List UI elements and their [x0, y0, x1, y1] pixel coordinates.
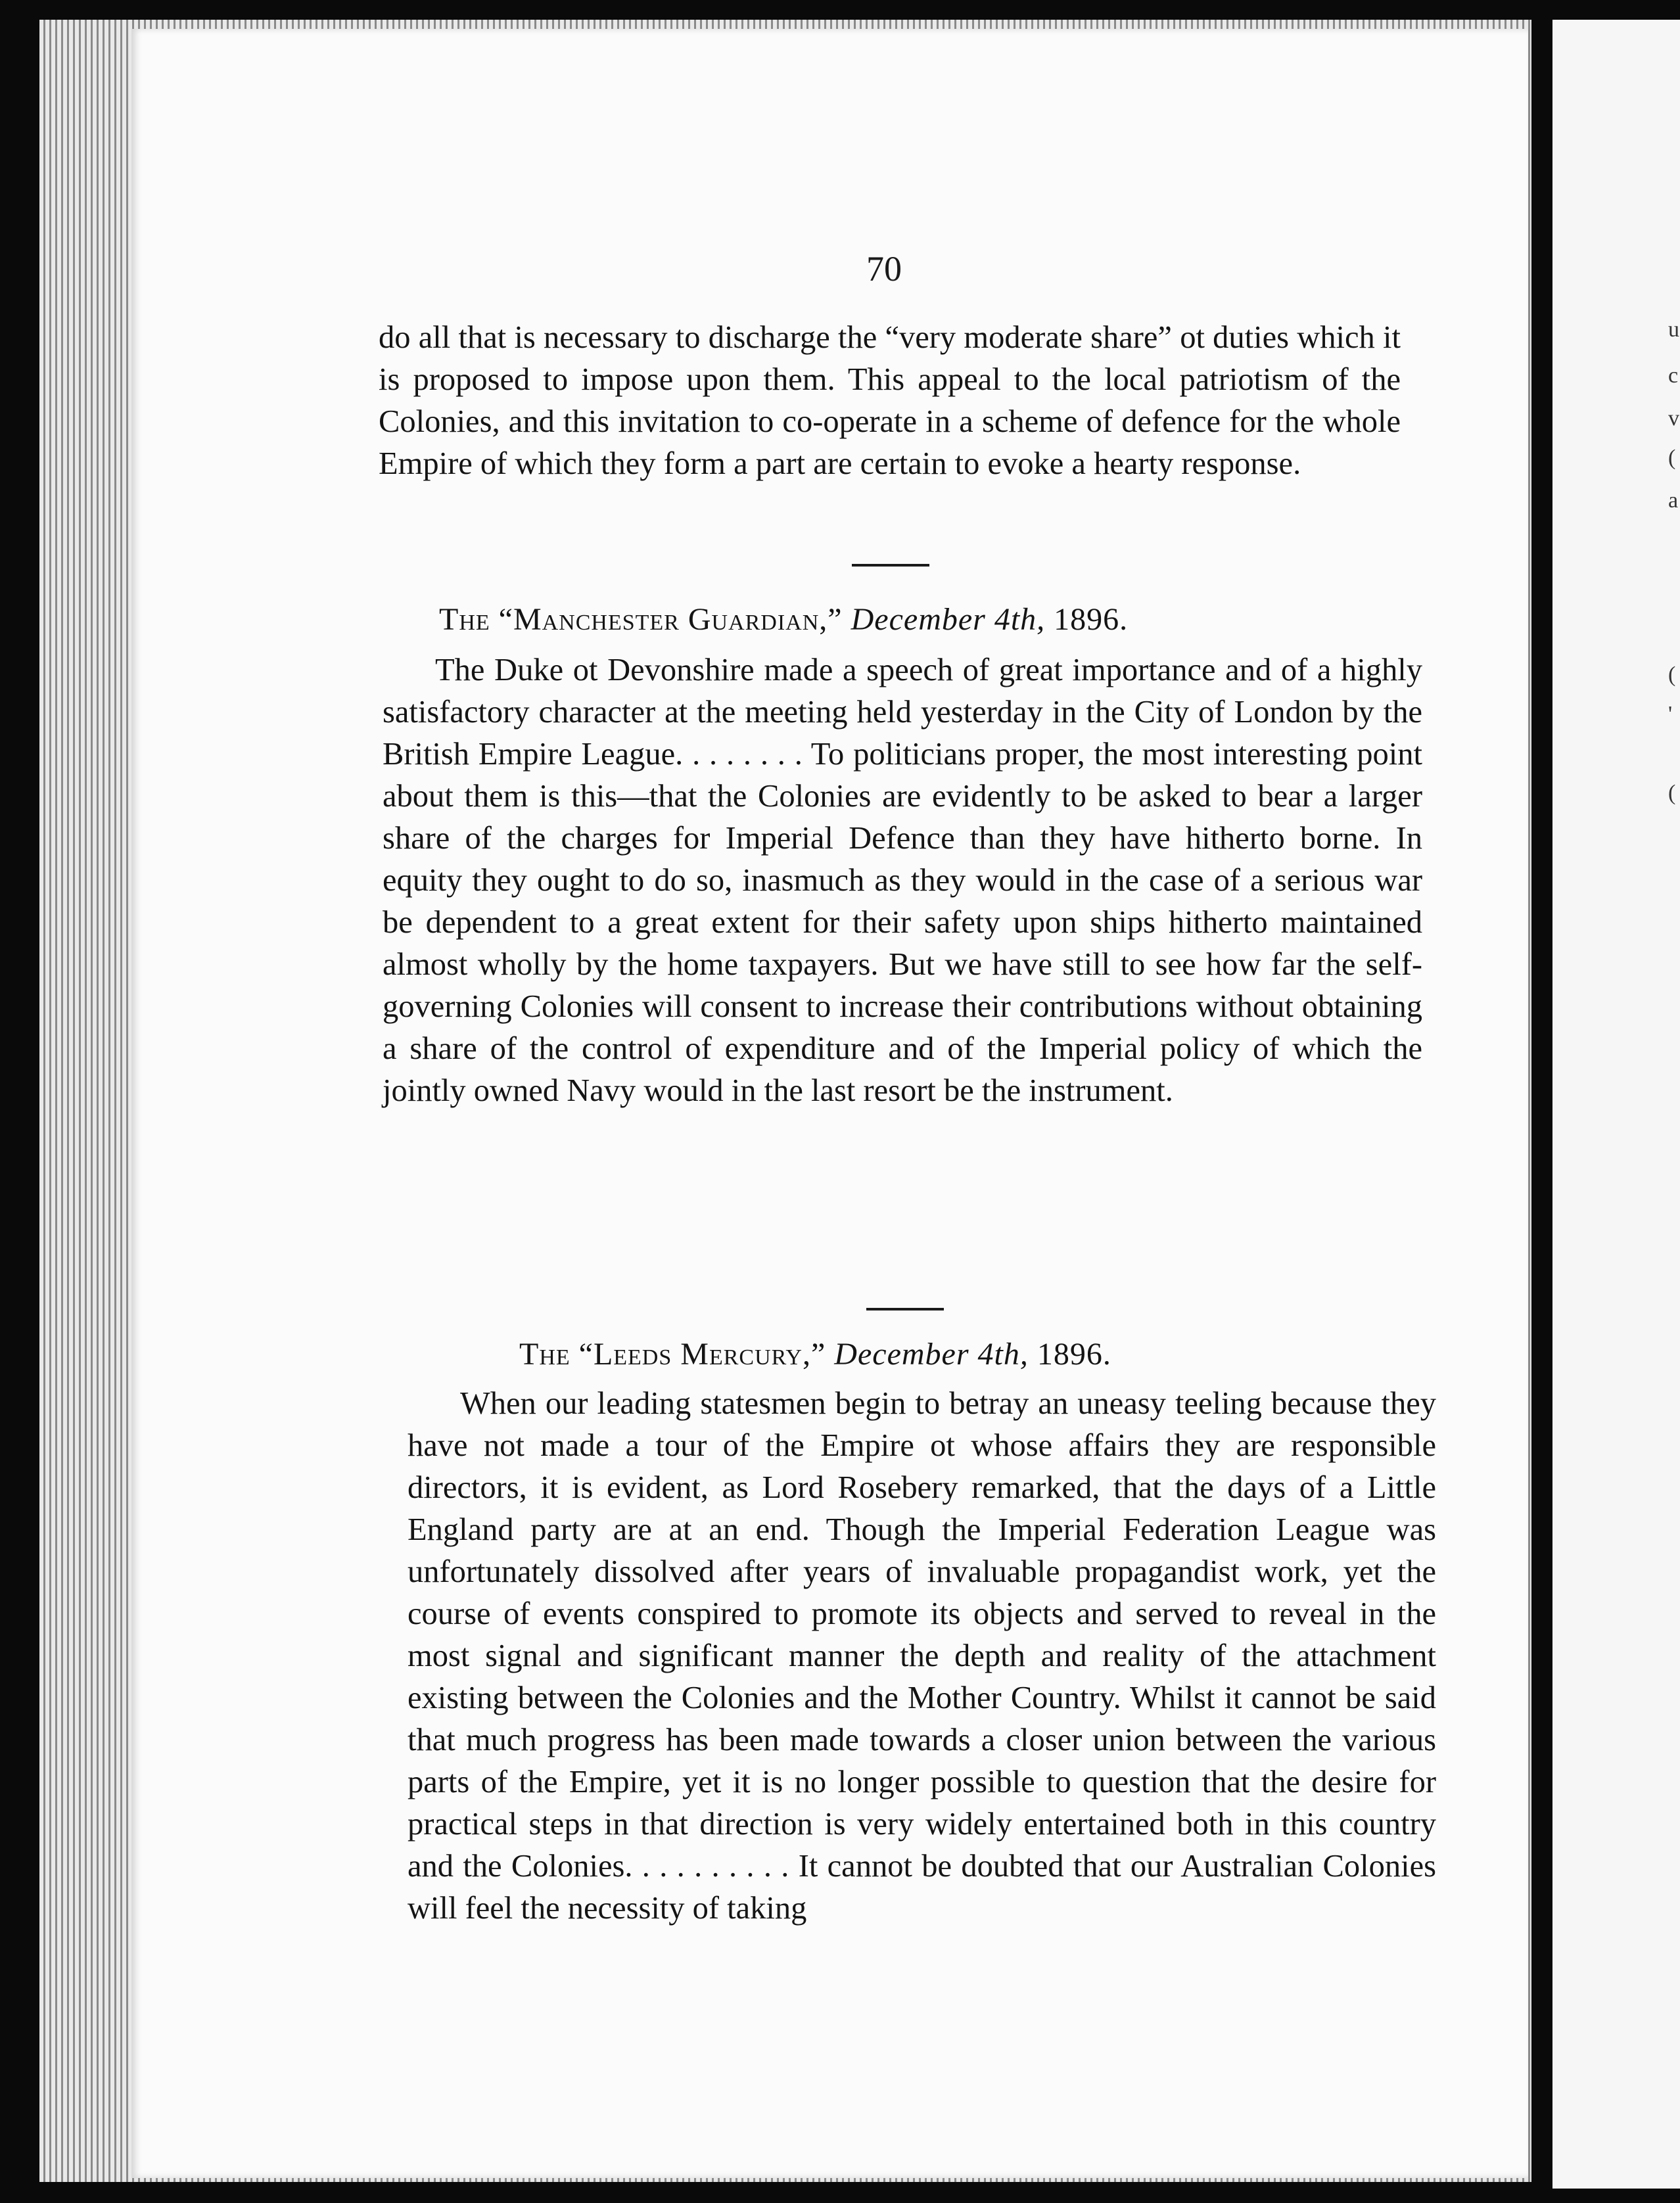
heading-date: December 4th, [851, 602, 1046, 637]
section-divider [866, 1308, 944, 1310]
facing-page-fragment: ( [1668, 781, 1676, 805]
facing-page-fragment: ( [1668, 446, 1676, 470]
facing-page-fragment: ' [1668, 702, 1673, 726]
heading-year: 1896. [1054, 602, 1129, 637]
intro-paragraph: do all that is necessary to discharge the “very moderate share” ot duties which it is proposed to impose upon them. This appeal to the local patriotism of the Colonies, and this invitation to co-operate in a scheme of defence for the whole Empire of which they form a part are certain to evoke a hearty response. [379, 320, 1401, 481]
facing-page-fragment: a [1668, 488, 1679, 513]
article-heading-leeds-mercury [519, 1336, 1111, 1372]
facing-page-fragment: c [1668, 363, 1679, 388]
heading-date: December 4th, [834, 1337, 1029, 1372]
section-divider [852, 564, 929, 567]
heading-source: The “Manchester Guardian,” [439, 602, 843, 637]
facing-page-edge [1552, 20, 1680, 2189]
page-number: 70 [866, 249, 902, 289]
article-body-leeds-mercury: When our leading statesmen begin to betray an uneasy teeling because they have not made a tour of the Empire ot whose affairs they are responsible directors, it is evident, as Lord Rosebery remarked, that the days of a Little England party are at an end. Though the Imperial Federation League was unfortunately dissolved after years of invaluable propagandist work, yet the course of events conspired to promote its objects and served to reveal in the most signal and significant manner the depth and reality of the attachment existing between the Colonies and the Mother Country. Whilst it cannot be said that much progress has been made towards a closer union between the various parts of the Empire, yet it is no longer possible to question that the desire for practical steps in that direction is very widely entertained both in this country and the Colonies. . . . . . . . . . It cannot be doubted that our Australian Colonies will feel the necessity of taking [408, 1386, 1436, 1926]
heading-source: The “Leeds Mercury,” [519, 1337, 826, 1372]
facing-page-fragment: ( [1668, 662, 1676, 687]
facing-page-fragment: u [1668, 317, 1679, 342]
article-body-manchester-guardian: The Duke ot Devonshire made a speech of great importance and of a highly satisfactory character at the meeting held yesterday in the City of London by the British Empire League. . . . . . . . To politicians proper, the most interesting point about them is this—that the Colonies are evidently to be asked to bear a larger share of the charges for Imperial Defence than they have hitherto borne. In equity they ought to do so, inasmuch as they would in the case of a serious war be dependent to a great extent for their safety upon ships hitherto maintained almost wholly by the home taxpayers. But we have still to see how far the self-governing Colonies will consent to increase their contributions without obtaining a share of the control of expenditure and of the Imperial policy of which the jointly owned Navy would in the last resort be the instrument. [383, 653, 1422, 1108]
article-heading-manchester-guardian [439, 601, 1128, 638]
heading-year: 1896. [1037, 1337, 1111, 1372]
facing-page-fragment: v [1668, 406, 1679, 430]
